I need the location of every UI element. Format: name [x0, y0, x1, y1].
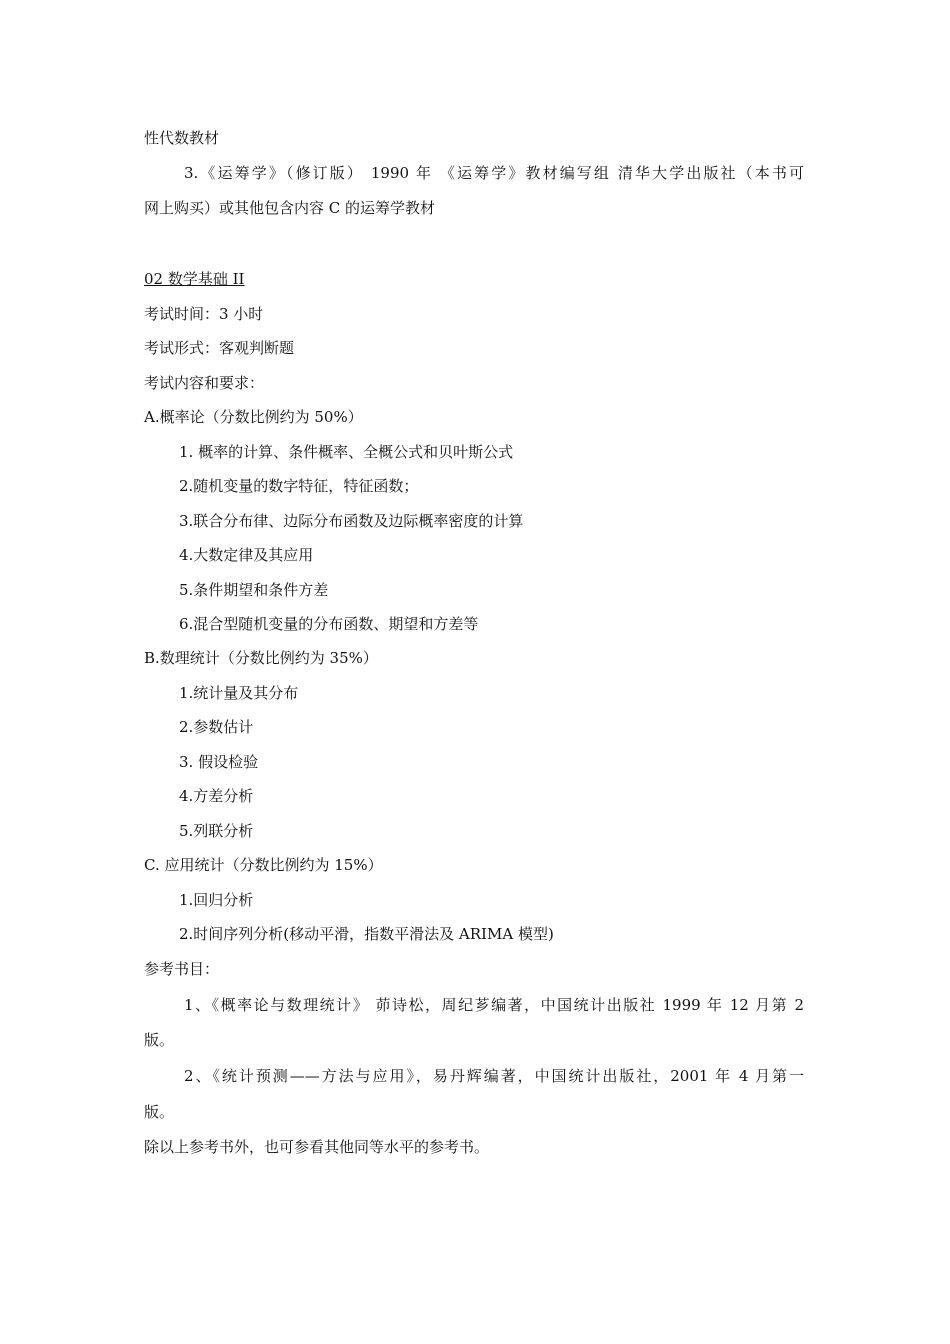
list-item: 6.混合型随机变量的分布函数、期望和方差等: [179, 615, 479, 633]
part-c-title: C. 应用统计（分数比例约为 15%）: [144, 856, 383, 874]
list-item: 5.条件期望和条件方差: [179, 581, 329, 599]
list-item: 4.大数定律及其应用: [179, 546, 314, 564]
part-b-title: B.数理统计（分数比例约为 35%）: [144, 649, 378, 667]
exam-form: 考试形式：客观判断题: [144, 339, 295, 357]
list-item: 1.统计量及其分布: [179, 684, 299, 702]
text-line: 网上购买）或其他包含内容 C 的运筹学教材: [144, 199, 436, 217]
exam-content-heading: 考试内容和要求：: [144, 374, 265, 392]
reference-line: 版。: [144, 1031, 175, 1049]
list-item: 2.时间序列分析(移动平滑，指数平滑法及 ARIMA 模型): [179, 925, 554, 943]
reference-line: 1、《概率论与数理统计》 茆诗松，周纪芗编著，中国统计出版社 1999 年 12 月第 2: [184, 996, 804, 1014]
reference-line: 版。: [144, 1103, 175, 1121]
section-title: 02 数学基础 II: [144, 270, 245, 288]
list-item: 2.参数估计: [179, 718, 254, 736]
list-item: 1.回归分析: [179, 891, 254, 909]
closing-note: 除以上参考书外，也可参看其他同等水平的参考书。: [144, 1138, 490, 1156]
list-item: 3.联合分布律、边际分布函数及边际概率密度的计算: [179, 512, 524, 530]
list-item: 1. 概率的计算、条件概率、全概公式和贝叶斯公式: [179, 443, 514, 461]
references-heading: 参考书目：: [144, 960, 220, 978]
part-a-title: A.概率论（分数比例约为 50%）: [144, 408, 363, 426]
text-line: 性代数教材: [144, 129, 220, 147]
text-line: 3.《运筹学》（修订版） 1990 年 《运筹学》教材编写组 清华大学出版社（本书可: [184, 164, 804, 182]
reference-line: 2、《统计预测——方法与应用》，易丹辉编著，中国统计出版社，2001 年 4 月第一: [184, 1067, 804, 1085]
list-item: 2.随机变量的数字特征，特征函数；: [179, 477, 419, 495]
list-item: 3. 假设检验: [179, 753, 259, 771]
exam-time: 考试时间：3 小时: [144, 305, 264, 323]
list-item: 4.方差分析: [179, 787, 254, 805]
list-item: 5.列联分析: [179, 822, 254, 840]
